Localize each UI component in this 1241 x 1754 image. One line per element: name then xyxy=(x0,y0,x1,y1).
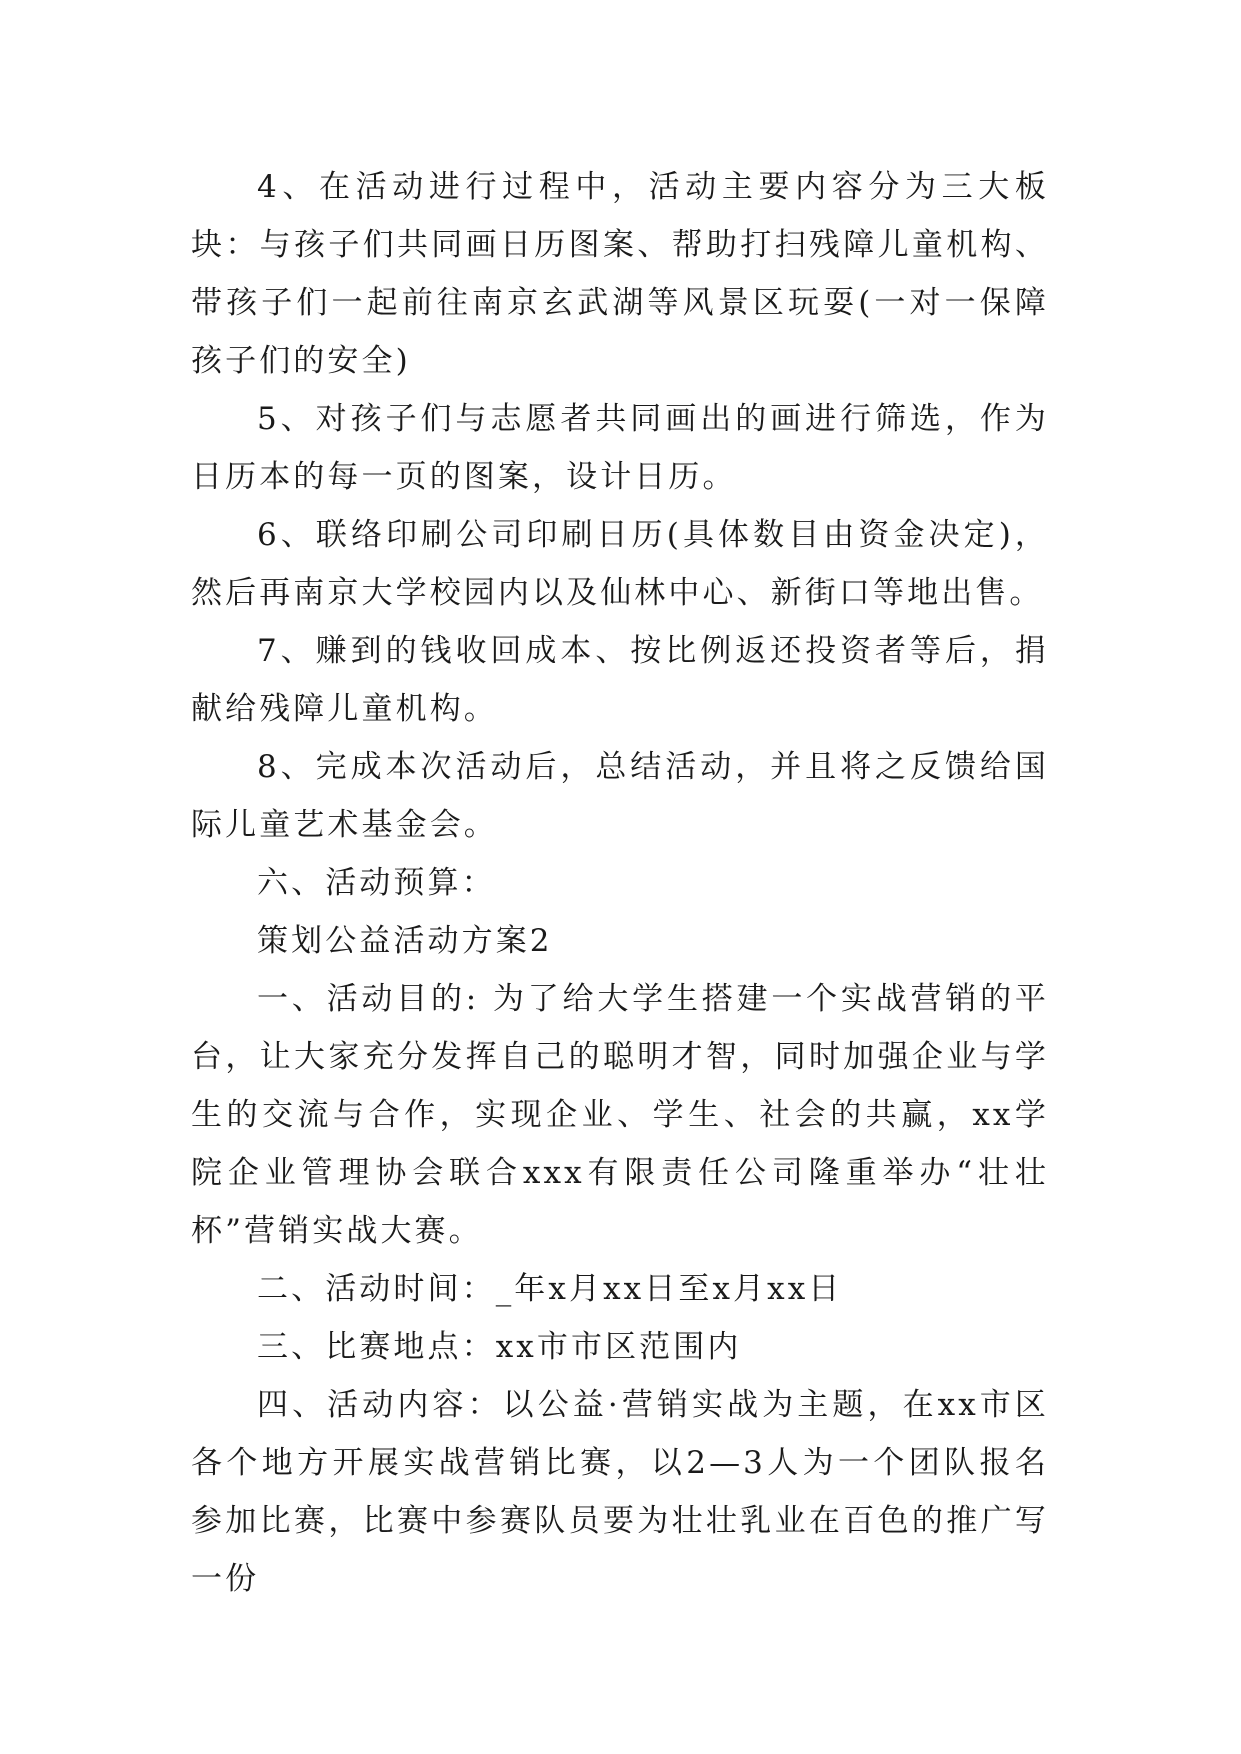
paragraph-content: 四、活动内容：以公益·营销实战为主题，在xx市区各个地方开展实战营销比赛，以2—3人为一个团队报名参加比赛，比赛中参赛队员要为壮壮乳业在百色的推广写一份 xyxy=(191,1387,1049,1597)
paragraph-item-4: 4、在活动进行过程中，活动主要内容分为三大板块：与孩子们共同画日历图案、帮助打扫残障儿童机构、带孩子们一起前往南京玄武湖等风景区玩耍(一对一保障孩子们的安全) xyxy=(191,169,1049,379)
plan-title: 策划公益活动方案2 xyxy=(257,923,553,959)
paragraph-location: 三、比赛地点：xx市市区范围内 xyxy=(257,1329,742,1365)
paragraph-item-5: 5、对孩子们与志愿者共同画出的画进行筛选，作为日历本的每一页的图案，设计日历。 xyxy=(191,401,1049,495)
paragraph-item-6: 6、联络印刷公司印刷日历(具体数目由资金决定)，然后再南京大学校园内以及仙林中心、新街口等地出售。 xyxy=(191,517,1049,611)
section-heading-budget: 六、活动预算： xyxy=(257,865,496,901)
paragraph-purpose: 一、活动目的: 为了给大学生搭建一个实战营销的平台，让大家充分发挥自己的聪明才智，同时加强企业与学生的交流与合作，实现企业、学生、社会的共赢，xx学院企业管理协会联合xxx有限责任公司隆重举办“壮壮杯”营销实战大赛。 xyxy=(191,981,1049,1249)
paragraph-item-7: 7、赚到的钱收回成本、按比例返还投资者等后，捐献给残障儿童机构。 xyxy=(191,633,1049,727)
document-body xyxy=(191,158,1049,1608)
paragraph-time: 二、活动时间：_年x月xx日至x月xx日 xyxy=(257,1271,843,1307)
paragraph-item-8: 8、完成本次活动后，总结活动，并且将之反馈给国际儿童艺术基金会。 xyxy=(191,749,1049,843)
